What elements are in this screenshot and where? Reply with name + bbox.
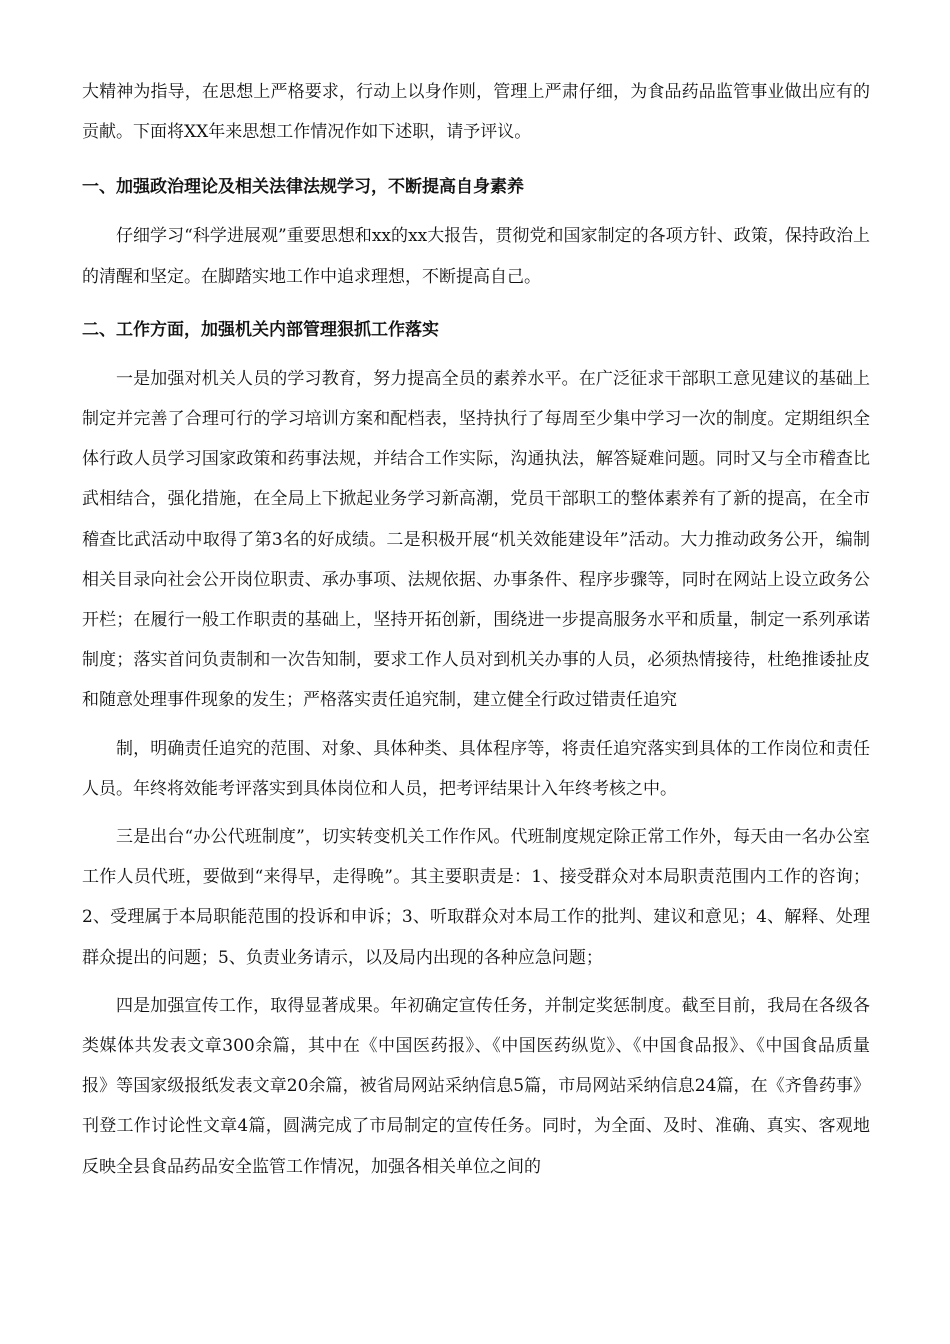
intro-paragraph: 大精神为指导，在思想上严格要求，行动上以身作则，管理上严肃仔细，为食品药品监管事业做出应有的贡献。下面将XX年来思想工作情况作如下述职，请予评议。 xyxy=(82,82,870,143)
section-1-heading: 一、加强政治理论及相关法律法规学习，不断提高自身素养 xyxy=(82,177,524,198)
section-1-paragraph: 仔细学习“科学进展观”重要思想和xx的xx大报告，贯彻党和国家制定的各项方针、政策，保持政治上的清醒和坚定。在脚踏实地工作中追求理想，不断提高自己。 xyxy=(82,226,870,287)
section-2-paragraph-3: 三是出台“办公代班制度”，切实转变机关工作作风。代班制度规定除正常工作外，每天由一名办公室工作人员代班，要做到“来得早，走得晚”。其主要职责是：1、接受群众对本局职责范围内工作的咨询；2、受理属于本局职能范围的投诉和申诉；3、听取群众对本局工作的批判、建议和意见；4、解释、处理群众提出的问题；5、负责业务请示，以及局内出现的各种应急问题； xyxy=(82,827,870,968)
section-2-paragraph-1: 一是加强对机关人员的学习教育，努力提高全员的素养水平。在广泛征求干部职工意见建议的基础上制定并完善了合理可行的学习培训方案和配档表，坚持执行了每周至少集中学习一次的制度。定期组织全体行政人员学习国家政策和药事法规，并结合工作实际，沟通执法，解答疑难问题。同时又与全市稽查比武相结合，强化措施，在全局上下掀起业务学习新高潮，党员干部职工的整体素养有了新的提高，在全市稽查比武活动中取得了第3名的好成绩。二是积极开展“机关效能建设年”活动。大力推动政务公开，编制相关目录向社会公开岗位职责、承办事项、法规依据、办事条件、程序步骤等，同时在网站上设立政务公开栏；在履行一般工作职责的基础上，坚持开拓创新，围绕进一步提高服务水平和质量，制定一系列承诺制度；落实首问负责制和一次告知制，要求工作人员对到机关办事的人员，必须热情接待，杜绝推诿扯皮和随意处理事件现象的发生；严格落实责任追究制，建立健全行政过错责任追究 xyxy=(82,368,870,711)
section-2-heading: 二、工作方面，加强机关内部管理狠抓工作落实 xyxy=(82,319,439,340)
section-2-paragraph-2: 制，明确责任追究的范围、对象、具体种类、具体程序等，将责任追究落实到具体的工作岗位和责任人员。年终将效能考评落实到具体岗位和人员，把考评结果计入年终考核之中。 xyxy=(82,738,870,799)
section-2-paragraph-4: 四是加强宣传工作，取得显著成果。年初确定宣传任务，并制定奖惩制度。截至目前，我局在各级各类媒体共发表文章300余篇，其中在《中国医药报》、《中国医药纵览》、《中国食品报》、《中国食品质量报》等国家级报纸发表文章20余篇，被省局网站采纳信息5篇，市局网站采纳信息24篇，在《齐鲁药事》刊登工作讨论性文章4篇，圆满完成了市局制定的宣传任务。同时，为全面、及时、准确、真实、客观地反映全县食品药品安全监管工作情况，加强各相关单位之间的 xyxy=(82,995,870,1177)
document-body xyxy=(82,72,870,1187)
